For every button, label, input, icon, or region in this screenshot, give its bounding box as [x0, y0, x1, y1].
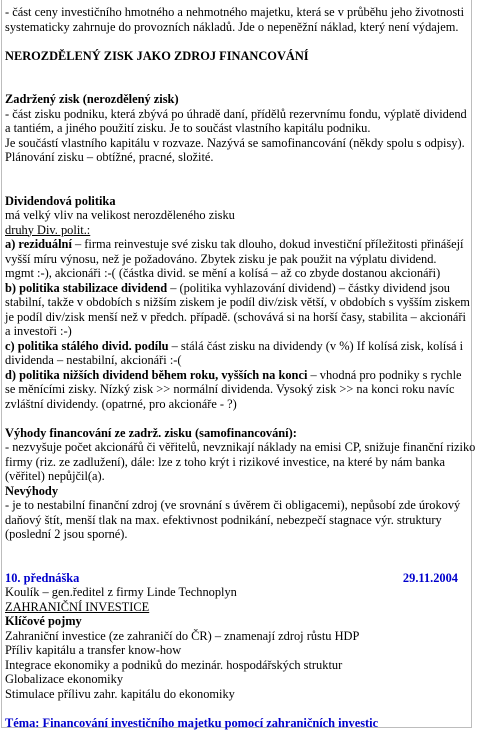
dividend-b-line-4: a investoři :-): [5, 324, 72, 338]
lecture-topic: ZAHRANIČNÍ INVESTICE: [5, 599, 150, 614]
lecture-date: 29.11.2004: [402, 570, 458, 585]
key-term-1: Zahraniční investice (ze zahraničí do ČR) – znamenají zdroj růstu HDP: [5, 628, 360, 643]
dividend-b-line-3: je podíl div/zisk menší než v předch. případě. (schovává si na horší časy, stabilita – akcionáři: [5, 309, 466, 324]
dividend-a-line-1: [5, 237, 469, 252]
lecture-theme: Téma: Financování investičního majetku pomocí zahraničních investic: [5, 715, 379, 730]
key-term-4: Globalizace ekonomiky: [5, 672, 124, 686]
dividend-c-line-2: dividenda – nestabilní, akcionáři :-(: [5, 353, 182, 367]
zadrzeny-line-4: Plánování zisku – obtížné, pracné, složité.: [5, 150, 214, 164]
key-terms-title: Klíčové pojmy: [5, 614, 82, 628]
intro-line-1: - část ceny investičního hmotného a nehmotného majetku, která se v průběhu jeho životnosti: [5, 5, 465, 19]
dividend-a-text: – firma reinvestuje své zisku tak dlouho, dokud investiční příležitosti přinášejí: [71, 237, 464, 251]
dividend-d-line-1: [5, 368, 469, 383]
disadvantages-line-1: - je to nestabilní finanční zdroj (ve srovnání s úvěrem či obligacemi), nepůsobí zde úrokový: [5, 498, 461, 512]
dividend-title: Dividendová politika: [5, 193, 116, 208]
dividend-c-label: c) politika stálého divid. podílu: [5, 338, 169, 353]
dividend-a-label: a) reziduální: [5, 237, 72, 251]
advantages-line-3: (věřitel) nepůjčil(a).: [5, 469, 105, 483]
dividend-b-line-2: stabilní, takže v obdobích s nižším ziskem je podíl div/zisk větší, v obdobích s vyšším ziskem: [5, 295, 470, 309]
intro-line-2: systematicky zahrnuje do provozních nákladů. Jde o nepeněžní náklad, který není výdajem.: [5, 19, 459, 34]
dividend-d-line-3: zvláštní dividendy. (opatrné, pro akcionáře - ?): [5, 396, 237, 411]
dividend-types-label: druhy Div. polit.:: [5, 222, 91, 237]
document-content: [5, 5, 476, 730]
dividend-b-text: – (politika vyhlazování dividend) – částky dividend jsou: [167, 280, 451, 295]
dividend-c-line-1: [5, 339, 469, 354]
advantages-line-1: - nezvyšuje počet akcionářů či věřitelů, nevznikají náklady na emisi CP, snižuje finanční riziko: [5, 440, 476, 454]
dividend-b-label: b) politika stabilizace dividend: [5, 280, 168, 295]
lecture-speaker: Koulík – gen.ředitel z firmy Linde Technoplyn: [5, 585, 237, 599]
zadrzeny-line-1: - část zisku podniku, která zbývá po úhradě daní, přídělů rezervnímu fondu, výplatě dividend: [5, 106, 467, 121]
zadrzeny-line-3: Je součástí vlastního kapitálu v rozvaze. Nazývá se samofinancování (někdy spolu s odpisy).: [5, 135, 465, 150]
key-term-3: Integrace ekonomiky a podniků do mezinár. hospodářských struktur: [5, 657, 343, 672]
dividend-a-line-3: mgmt :-), akcionáři :-( (částka divid. se mění a kolísá – až co zbyde dostanou akcionáři): [5, 266, 441, 280]
disadvantages-line-3: (poslední 2 jsou sporné).: [5, 527, 128, 541]
zadrzeny-title: Zadržený zisk (nerozdělený zisk): [5, 92, 179, 106]
advantages-line-2: firmy (riz. ze zadlužení), dále: lze z toho krýt i rizikové investice, na které by nám banka: [5, 454, 446, 469]
dividend-a-line-2: vyšší míru výnosu, než je požadováno. Zbytek zisku je pak použit na výplatu dividend.: [5, 251, 437, 266]
dividend-line-1: má velký vliv na velikost nerozděleného zisku: [5, 208, 235, 222]
lecture-title: 10. přednáška: [5, 570, 80, 585]
dividend-b-line-1: [5, 281, 469, 296]
dividend-d-text: – vhodná pro podniky s rychle: [307, 367, 462, 382]
disadvantages-line-2: daňový štít, menší tlak na max. efektivnost podnikání, nebezpečí stagnace výr. struktury: [5, 512, 442, 527]
dividend-d-label: d) politika nižších dividend během roku, vyšších na konci: [5, 367, 308, 382]
dividend-c-text: – stálá část zisku na dividendy (v %) If kolísá zisk, kolísá i: [168, 338, 464, 353]
dividend-d-line-2: se měnícími zisky. Nízký zisk >> normální dividenda. Vysoký zisk >> na konci roku navíc: [5, 382, 455, 396]
document-page: [1, 0, 476, 730]
key-term-5: Stimulace přílivu zahr. kapitálu do ekonomiky: [5, 686, 235, 701]
lecture-header: [5, 571, 458, 586]
disadvantages-title: Nevýhody: [5, 483, 59, 498]
advantages-title: Výhody financování ze zadrž. zisku (samofinancování):: [5, 425, 297, 440]
zadrzeny-line-2: a tantiém, a jiného použití zisku. Je to součást vlastního kapitálu podniku.: [5, 121, 371, 135]
key-term-2: Příliv kapitálu a transfer know-how: [5, 643, 182, 657]
section-heading-zisk: NEROZDĚLENÝ ZISK JAKO ZDROJ FINANCOVÁNÍ: [5, 48, 309, 63]
